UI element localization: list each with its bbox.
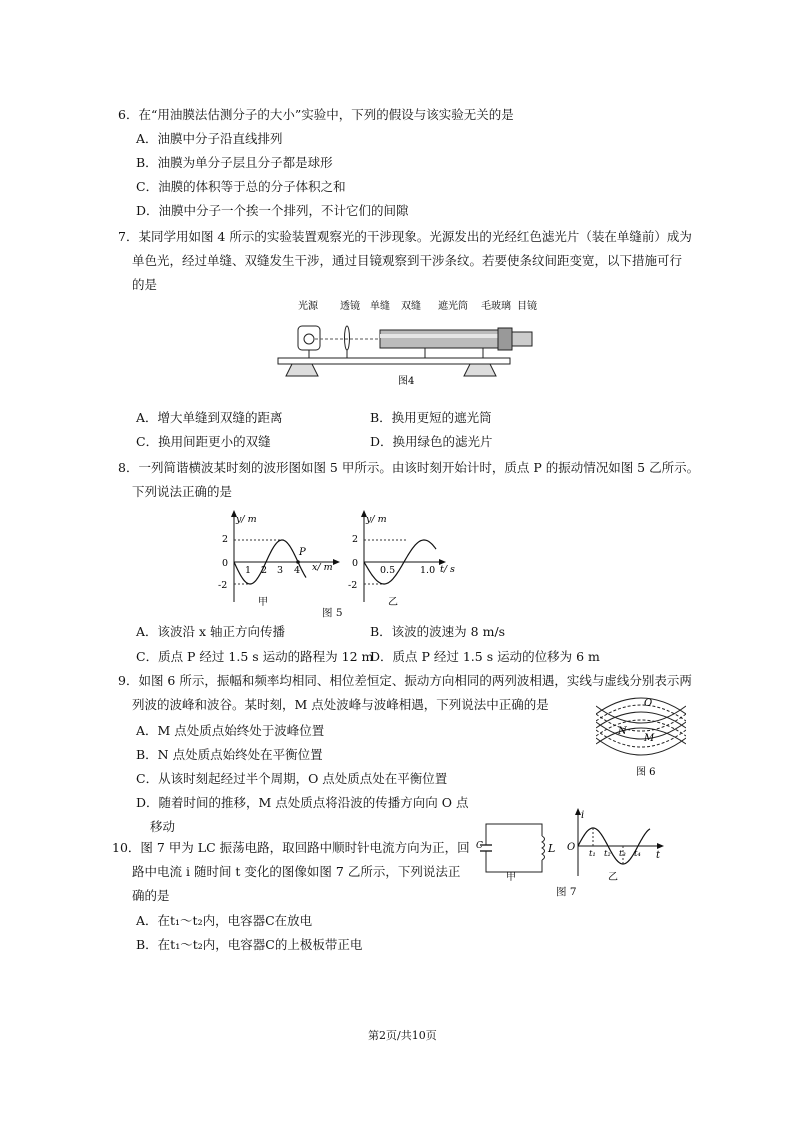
graph-b-xtick-10: 1.0 [420,565,436,576]
circuit-name: 甲 [506,872,516,882]
figure-4-caption: 图4 [398,376,415,387]
q10-stem-line3: 确的是 [132,888,170,903]
q8-option-d: D．质点 P 经过 1.5 s 运动的位移为 6 m [370,649,600,664]
lens-icon [345,326,350,350]
graph-tick-t3: t₃ [619,849,626,859]
point-o-label: O [644,698,653,709]
graph-name: 乙 [608,872,618,882]
graph-a-xtick-4: 4 [294,565,301,576]
q9-option-c: C．从该时刻起经过半个周期，O 点处质点处在平衡位置 [136,771,448,786]
eyepiece [498,328,512,350]
figure-6-caption: 图 6 [636,767,656,778]
graph-tick-t1: t₁ [589,849,596,859]
graph-b-ylabel: y/ m [366,514,387,525]
label-eyepiece: 目镜 [517,301,537,312]
graph-a-ytick-2: 2 [222,534,229,545]
bench-foot-left [286,364,318,376]
q8-option-b: B．该波的波速为 8 m/s [370,624,506,639]
q10-option-a: A．在t₁～t₂内，电容器C在放电 [136,913,313,928]
q9-option-a: A．M 点处质点始终处于波峰位置 [136,723,325,738]
graph-tick-t4: t₄ [634,849,641,859]
q6-option-c: C．油膜的体积等于总的分子体积之和 [136,179,346,194]
figure-5a-wave-graph [212,506,342,618]
bulb-icon [304,334,314,344]
light-tube [380,330,498,348]
capacitor-label: C [476,841,483,851]
figure-7-caption: 图 7 [556,886,577,898]
point-m-label: M [644,733,655,744]
circuit-loop [486,824,542,872]
graph-a-xlabel: x/ m [312,562,333,573]
point-p-label: P [299,547,306,558]
figure-5-caption: 图 5 [322,607,343,619]
q6-stem: 6．在“用油膜法估测分子的大小”实验中，下列的假设与该实验无关的是 [118,107,514,122]
graph-b-name: 乙 [388,597,398,608]
graph-b-ytick-2: 2 [352,534,359,545]
figure-7b-current-graph [562,806,672,882]
q7-option-a: A．增大单缝到双缝的距离 [136,410,283,425]
q7-stem-line1: 7．某同学用如图 4 所示的实验装置观察光的干涉现象。光源发出的光经红色滤光片（装在单缝前）成为 [118,229,692,244]
q9-option-d: D．随着时间的推移，M 点处质点将沿波的传播方向向 O 点 [136,795,469,810]
figure-5b-vibration-graph [342,506,472,618]
q9-stem-line1: 9．如图 6 所示，振幅和频率均相同、相位差恒定、振动方向相同的两列波相遇，实线与虚线分别表示两 [118,673,692,688]
point-p [296,560,300,564]
q6-option-a: A．油膜中分子沿直线排列 [136,131,283,146]
label-ground-glass: 毛玻璃 [481,301,511,312]
q7-option-b: B．换用更短的遮光筒 [370,410,492,425]
q7-option-d: D．换用绿色的滤光片 [370,434,493,449]
graph-a-ytick-0: 0 [222,558,229,569]
q10-stem-line1: 10．图 7 甲为 LC 振荡电路，取回路中顺时针电流方向为正，回 [112,840,470,855]
graph-a-ytick-neg2: -2 [218,580,228,591]
q8-stem-line2: 下列说法正确的是 [132,484,233,499]
label-light-tube: 遮光筒 [438,301,468,312]
q10-stem-line2: 路中电流 i 随时间 t 变化的图像如图 7 乙所示，下列说法正 [132,864,461,879]
q8-option-c: C．质点 P 经过 1.5 s 运动的路程为 12 m [136,649,374,664]
point-n-label: N [618,726,627,737]
q10-option-b: B．在t₁～t₂内，电容器C的上极板带正电 [136,937,363,952]
q7-option-c: C．换用间距更小的双缝 [136,434,271,449]
q8-option-a: A．该波沿 x 轴正方向传播 [136,624,286,639]
q7-stem-line3: 的是 [132,277,158,292]
graph-a-ylabel: y/ m [236,514,257,525]
label-lens: 透镜 [340,301,360,312]
graph-i-ylabel: i [581,810,585,821]
bench-foot-right [464,364,496,376]
q6-option-d: D．油膜中分子一个挨一个排列，不计它们的间隙 [136,203,409,218]
q7-stem-line2: 单色光，经过单缝、双缝发生干涉，通过目镜观察到干涉条纹。若要使条纹间距变宽，以下措施可行 [132,253,683,268]
page-footer: 第2页/共10页 [368,1029,437,1042]
graph-t-xlabel: t [656,850,661,861]
q6-option-b: B．油膜为单分子层且分子都是球形 [136,155,333,170]
graph-b-ytick-0: 0 [352,558,359,569]
graph-origin-label: O [567,842,576,853]
figure-7a-lc-circuit [476,818,566,882]
inductor-label: L [548,842,556,855]
graph-a-xtick-2: 2 [261,565,268,576]
graph-b-xlabel: t/ s [440,564,455,575]
figure-6-interference [596,688,686,780]
q9-option-b: B．N 点处质点始终处在平衡位置 [136,747,323,762]
graph-a-xtick-1: 1 [245,565,252,576]
label-double-slit: 双缝 [401,301,421,312]
figure-4-apparatus [270,292,560,392]
label-light-source: 光源 [298,301,318,312]
graph-a-name: 甲 [258,597,268,608]
label-single-slit: 单缝 [370,301,390,312]
q8-stem-line1: 8．一列简谐横波某时刻的波形图如图 5 甲所示。由该时刻开始计时，质点 P 的振动情况如图 5 乙所示。 [118,460,700,475]
graph-a-xtick-3: 3 [277,565,284,576]
graph-b-ytick-neg2: -2 [348,580,358,591]
graph-b-xtick-05: 0.5 [380,565,396,576]
graph-tick-t2: t₂ [604,849,611,859]
q9-option-d-cont: 移动 [150,819,176,834]
optical-bench [278,358,510,364]
q9-stem-line2: 列波的波峰和波谷。某时刻，M 点处波峰与波峰相遇，下列说法中正确的是 [132,697,549,712]
